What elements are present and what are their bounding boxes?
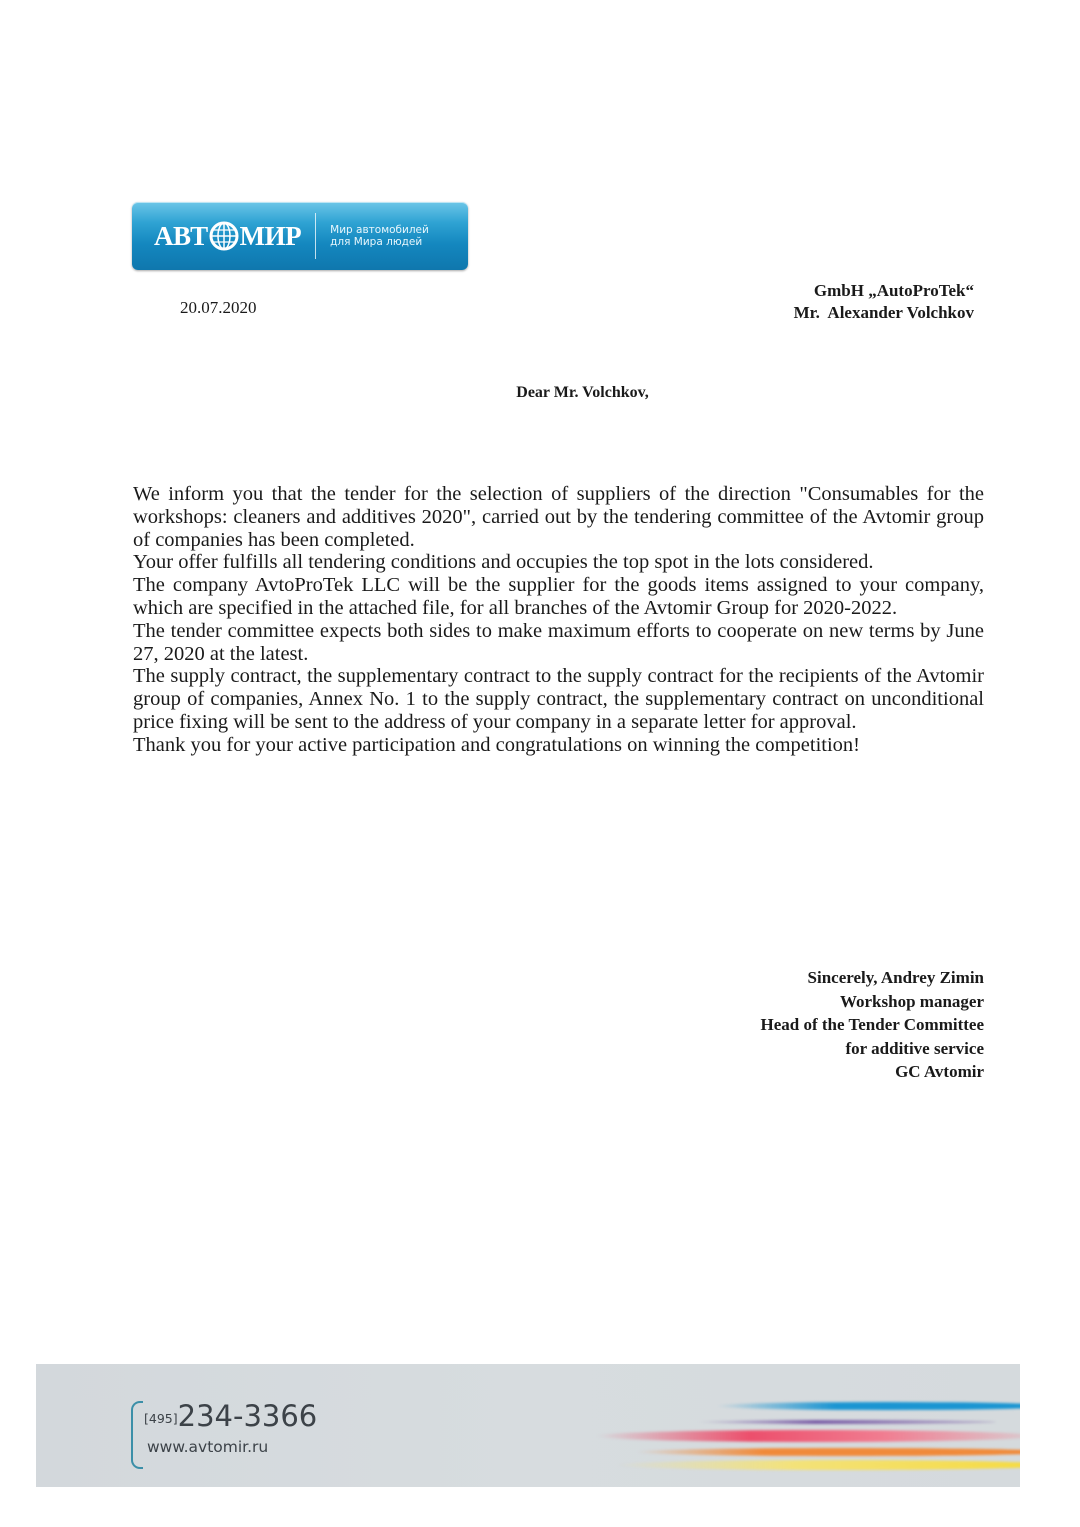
phone-number — [144, 1400, 317, 1432]
salutation: Dear Mr. Volchkov, — [516, 384, 649, 401]
signature-line: Head of the Tender Committee — [760, 1015, 984, 1034]
website-link: www.avtomir.ru — [147, 1438, 269, 1456]
signature-line: Sincerely, Andrey Zimin — [807, 968, 984, 987]
recipient-company: GmbH „AutoProTek“ — [813, 281, 974, 300]
logo-wordmark — [154, 221, 301, 252]
logo-tagline-line1: Мир автомобилей — [330, 224, 429, 236]
body-paragraph: The tender committee expects both sides to make maximum efforts to cooperate on new terms by June 27, 2020 at the latest. — [133, 619, 984, 665]
logo-separator — [315, 213, 316, 259]
logo-word-right: МИР — [239, 220, 302, 251]
letter-body — [133, 483, 984, 757]
signature-line: GC Avtomir — [895, 1062, 984, 1081]
body-paragraph: The supply contract, the supplementary contract to the supply contract for the recipients of the Avtomir group of companies, Annex No. 1 to the supply contract, the supplementary contract on unconditional price fixing will be sent to the address of your company in a separate letter for approval. — [133, 665, 984, 733]
bracket-decoration — [131, 1401, 143, 1469]
body-paragraph: The company AvtoProTek LLC will be the supplier for the goods items assigned to your company, which are specified in the attached file, for all branches of the Avtomir Group for 2020-2022. — [133, 574, 984, 619]
letter-date: 20.07.2020 — [180, 298, 257, 317]
footer-banner — [36, 1364, 1020, 1487]
logo-tagline-line2: для Мира людей — [330, 236, 423, 248]
streak-blue — [716, 1402, 1020, 1410]
logo-word-left: АВТ — [154, 220, 208, 251]
recipient-block — [794, 280, 974, 324]
streak-orange — [636, 1448, 1020, 1456]
signature-line: Workshop manager — [839, 991, 984, 1011]
streak-red — [596, 1430, 1020, 1442]
body-paragraph: We inform you that the tender for the selection of suppliers of the direction "Consumables for the workshops: cleaners and additives 2020", carried out by the tendering committee of the Avtomir group of companies has been completed. — [133, 483, 984, 551]
signature-block — [761, 966, 985, 1084]
globe-icon — [209, 221, 239, 251]
recipient-name: Mr. Alexander Volchkov — [793, 303, 974, 322]
body-paragraph: Your offer fulfills all tendering conditions and occupies the top spot in the lots considered. — [133, 551, 874, 574]
body-paragraph: Thank you for your active participation and congratulations on winning the competition! — [133, 733, 860, 756]
signature-line: for additive service — [845, 1038, 984, 1058]
streak-yellow — [616, 1460, 1020, 1470]
logo-tagline — [330, 224, 429, 248]
avtomir-logo — [132, 202, 468, 270]
phone-digits: 234-3366 — [177, 1399, 318, 1433]
phone-area-code: [495] — [144, 1411, 178, 1426]
streak-purple — [696, 1420, 996, 1424]
